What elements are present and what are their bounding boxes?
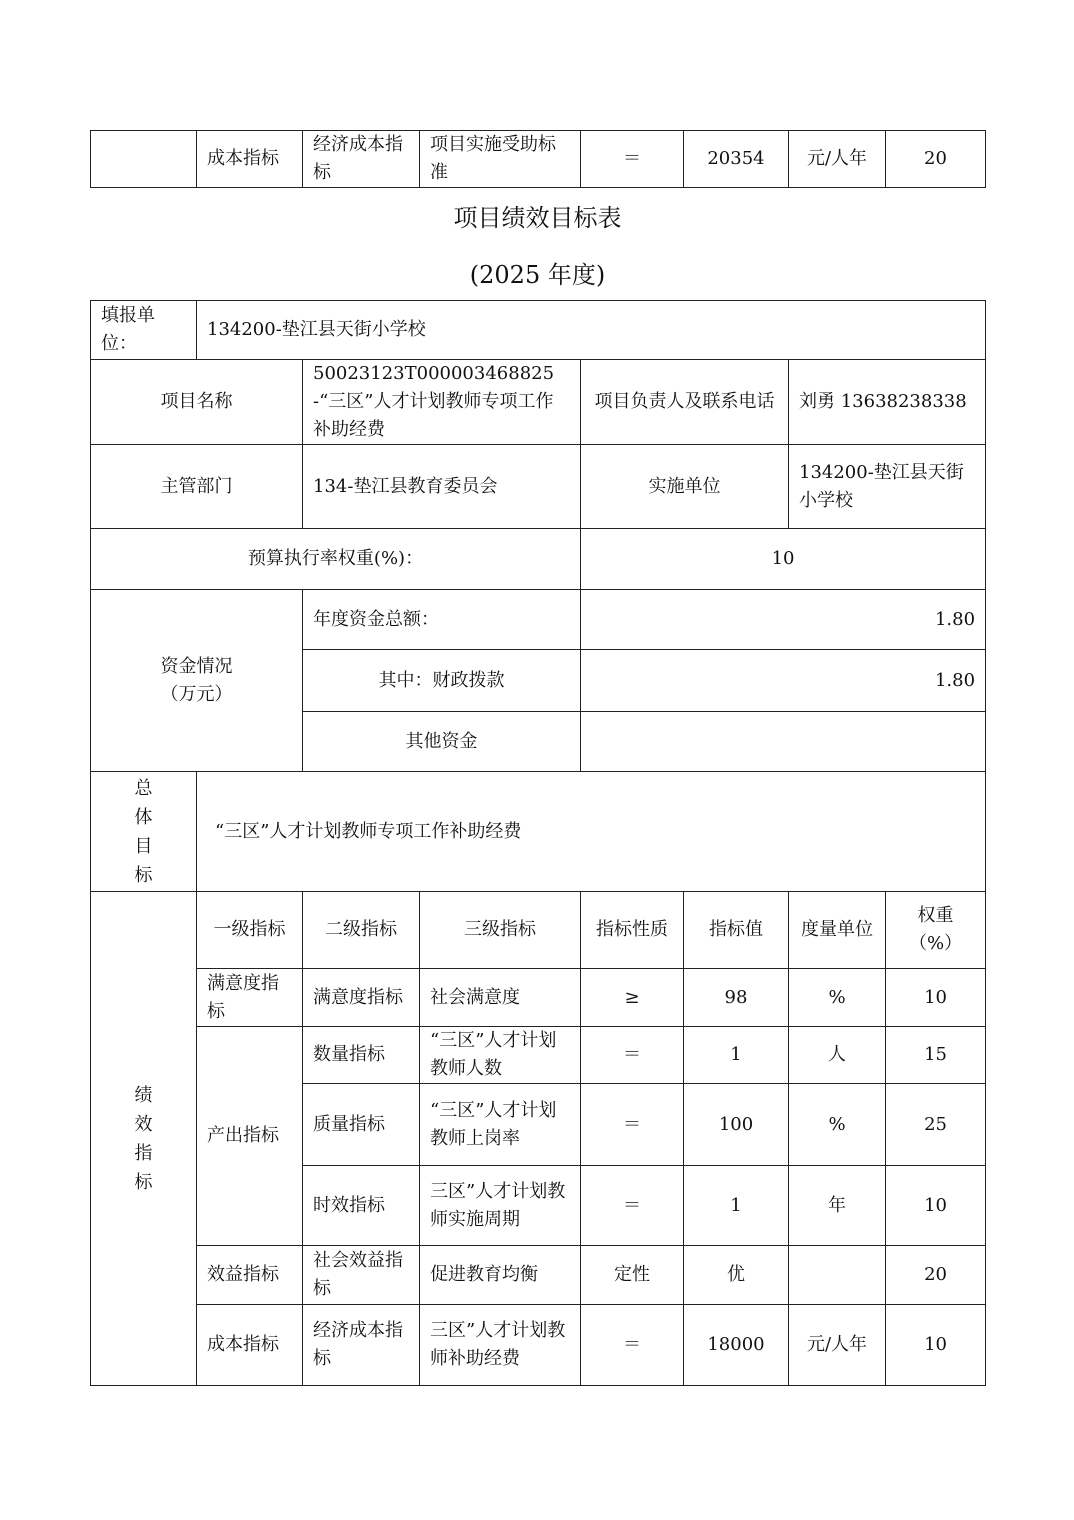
dept-row bbox=[91, 445, 986, 529]
header-level2: 二级指标 bbox=[303, 892, 420, 969]
budget-rate-row bbox=[91, 529, 986, 590]
header-level3: 三级指标 bbox=[420, 892, 581, 969]
nature-cell: ＝ bbox=[581, 1305, 684, 1386]
annual-total-label: 年度资金总额： bbox=[303, 590, 581, 650]
performance-goal-table bbox=[90, 300, 986, 1386]
level2-cell: 质量指标 bbox=[303, 1084, 420, 1166]
value-cell: 18000 bbox=[684, 1305, 789, 1386]
header-level1: 一级指标 bbox=[197, 892, 303, 969]
dept-label: 主管部门 bbox=[91, 445, 303, 529]
header-unit: 度量单位 bbox=[789, 892, 886, 969]
funds-label-cell bbox=[91, 590, 303, 772]
table-row bbox=[91, 1027, 986, 1084]
level2-cell: 时效指标 bbox=[303, 1166, 420, 1246]
nature-cell: 定性 bbox=[581, 1246, 684, 1305]
nature-cell: ＝ bbox=[581, 1166, 684, 1246]
budget-rate-label: 预算执行率权重(%)： bbox=[91, 529, 581, 590]
table-row bbox=[91, 131, 986, 188]
indicator-header-row bbox=[91, 892, 986, 969]
annual-total-value: 1.80 bbox=[581, 590, 986, 650]
level2-cell: 社会效益指标 bbox=[303, 1246, 420, 1305]
level1-cell: 成本指标 bbox=[197, 131, 303, 188]
weight-cell: 20 bbox=[886, 131, 986, 188]
overall-goal-row bbox=[91, 772, 986, 892]
nature-cell: ≥ bbox=[581, 969, 684, 1027]
unit-cell: 元/人年 bbox=[789, 1305, 886, 1386]
contact-value: 刘勇 13638238338 bbox=[789, 360, 986, 445]
project-name-row bbox=[91, 360, 986, 445]
impl-unit-label: 实施单位 bbox=[581, 445, 789, 529]
weight-cell: 15 bbox=[886, 1027, 986, 1084]
other-label: 其他资金 bbox=[303, 712, 581, 772]
value-cell: 20354 bbox=[684, 131, 789, 188]
overall-goal-label: 总 体 目 标 bbox=[91, 772, 197, 892]
level1-cell: 成本指标 bbox=[197, 1305, 303, 1386]
weight-cell: 10 bbox=[886, 1166, 986, 1246]
level3-cell: 促进教育均衡 bbox=[420, 1246, 581, 1305]
budget-rate-value: 10 bbox=[581, 529, 986, 590]
fill-unit-value: 134200-垫江县天街小学校 bbox=[197, 301, 986, 360]
header-value: 指标值 bbox=[684, 892, 789, 969]
nature-cell: ＝ bbox=[581, 1027, 684, 1084]
value-cell: 98 bbox=[684, 969, 789, 1027]
weight-cell: 20 bbox=[886, 1246, 986, 1305]
funds-label: 资金情况 bbox=[160, 655, 233, 677]
level3-cell: 社会满意度 bbox=[420, 969, 581, 1027]
other-value bbox=[581, 712, 986, 772]
unit-cell bbox=[789, 1246, 886, 1305]
level3-cell: 项目实施受助标准 bbox=[420, 131, 581, 188]
table-row bbox=[91, 1305, 986, 1386]
funds-total-row bbox=[91, 590, 986, 650]
value-cell: 优 bbox=[684, 1246, 789, 1305]
fill-unit-label: 填报单位： bbox=[91, 301, 197, 360]
level3-cell: “三区”人才计划教师人数 bbox=[420, 1027, 581, 1084]
project-name-label: 项目名称 bbox=[91, 360, 303, 445]
level3-cell: 三区”人才计划教师实施周期 bbox=[420, 1166, 581, 1246]
value-cell: 1 bbox=[684, 1166, 789, 1246]
fiscal-label: 其中：财政拨款 bbox=[303, 650, 581, 712]
table-row bbox=[91, 1246, 986, 1305]
empty-cell bbox=[91, 131, 197, 188]
level2-cell: 满意度指标 bbox=[303, 969, 420, 1027]
level2-cell: 经济成本指标 bbox=[303, 1305, 420, 1386]
level1-cell: 满意度指标 bbox=[197, 969, 303, 1027]
level2-cell: 经济成本指标 bbox=[303, 131, 420, 188]
level2-cell: 数量指标 bbox=[303, 1027, 420, 1084]
header-weight: 权重（%） bbox=[886, 892, 986, 969]
weight-cell: 10 bbox=[886, 969, 986, 1027]
level3-cell: 三区”人才计划教师补助经费 bbox=[420, 1305, 581, 1386]
level3-cell: “三区”人才计划教师上岗率 bbox=[420, 1084, 581, 1166]
nature-cell: ＝ bbox=[581, 1084, 684, 1166]
page-title: 项目绩效目标表 bbox=[453, 204, 622, 232]
value-cell: 100 bbox=[684, 1084, 789, 1166]
fiscal-value: 1.80 bbox=[581, 650, 986, 712]
level1-cell: 效益指标 bbox=[197, 1246, 303, 1305]
fill-unit-row bbox=[91, 301, 986, 360]
unit-cell: 人 bbox=[789, 1027, 886, 1084]
header-nature: 指标性质 bbox=[581, 892, 684, 969]
impl-unit-value: 134200-垫江县天街小学校 bbox=[789, 445, 986, 529]
continuation-table bbox=[90, 130, 986, 188]
project-name-value: 50023123T000003468825-“三区”人才计划教师专项工作补助经费 bbox=[303, 360, 581, 445]
performance-indicator-label: 绩 效 指 标 bbox=[91, 892, 197, 1386]
level1-cell: 产出指标 bbox=[197, 1027, 303, 1246]
dept-value: 134-垫江县教育委员会 bbox=[303, 445, 581, 529]
value-cell: 1 bbox=[684, 1027, 789, 1084]
nature-cell: ＝ bbox=[581, 131, 684, 188]
page-subtitle-year: (2025 年度) bbox=[469, 261, 606, 289]
weight-cell: 10 bbox=[886, 1305, 986, 1386]
funds-unit: （万元） bbox=[160, 683, 233, 705]
contact-label: 项目负责人及联系电话 bbox=[581, 360, 789, 445]
unit-cell: % bbox=[789, 1084, 886, 1166]
table-row bbox=[91, 969, 986, 1027]
unit-cell: 年 bbox=[789, 1166, 886, 1246]
overall-goal-value: “三区”人才计划教师专项工作补助经费 bbox=[197, 772, 986, 892]
unit-cell: % bbox=[789, 969, 886, 1027]
unit-cell: 元/人年 bbox=[789, 131, 886, 188]
weight-cell: 25 bbox=[886, 1084, 986, 1166]
